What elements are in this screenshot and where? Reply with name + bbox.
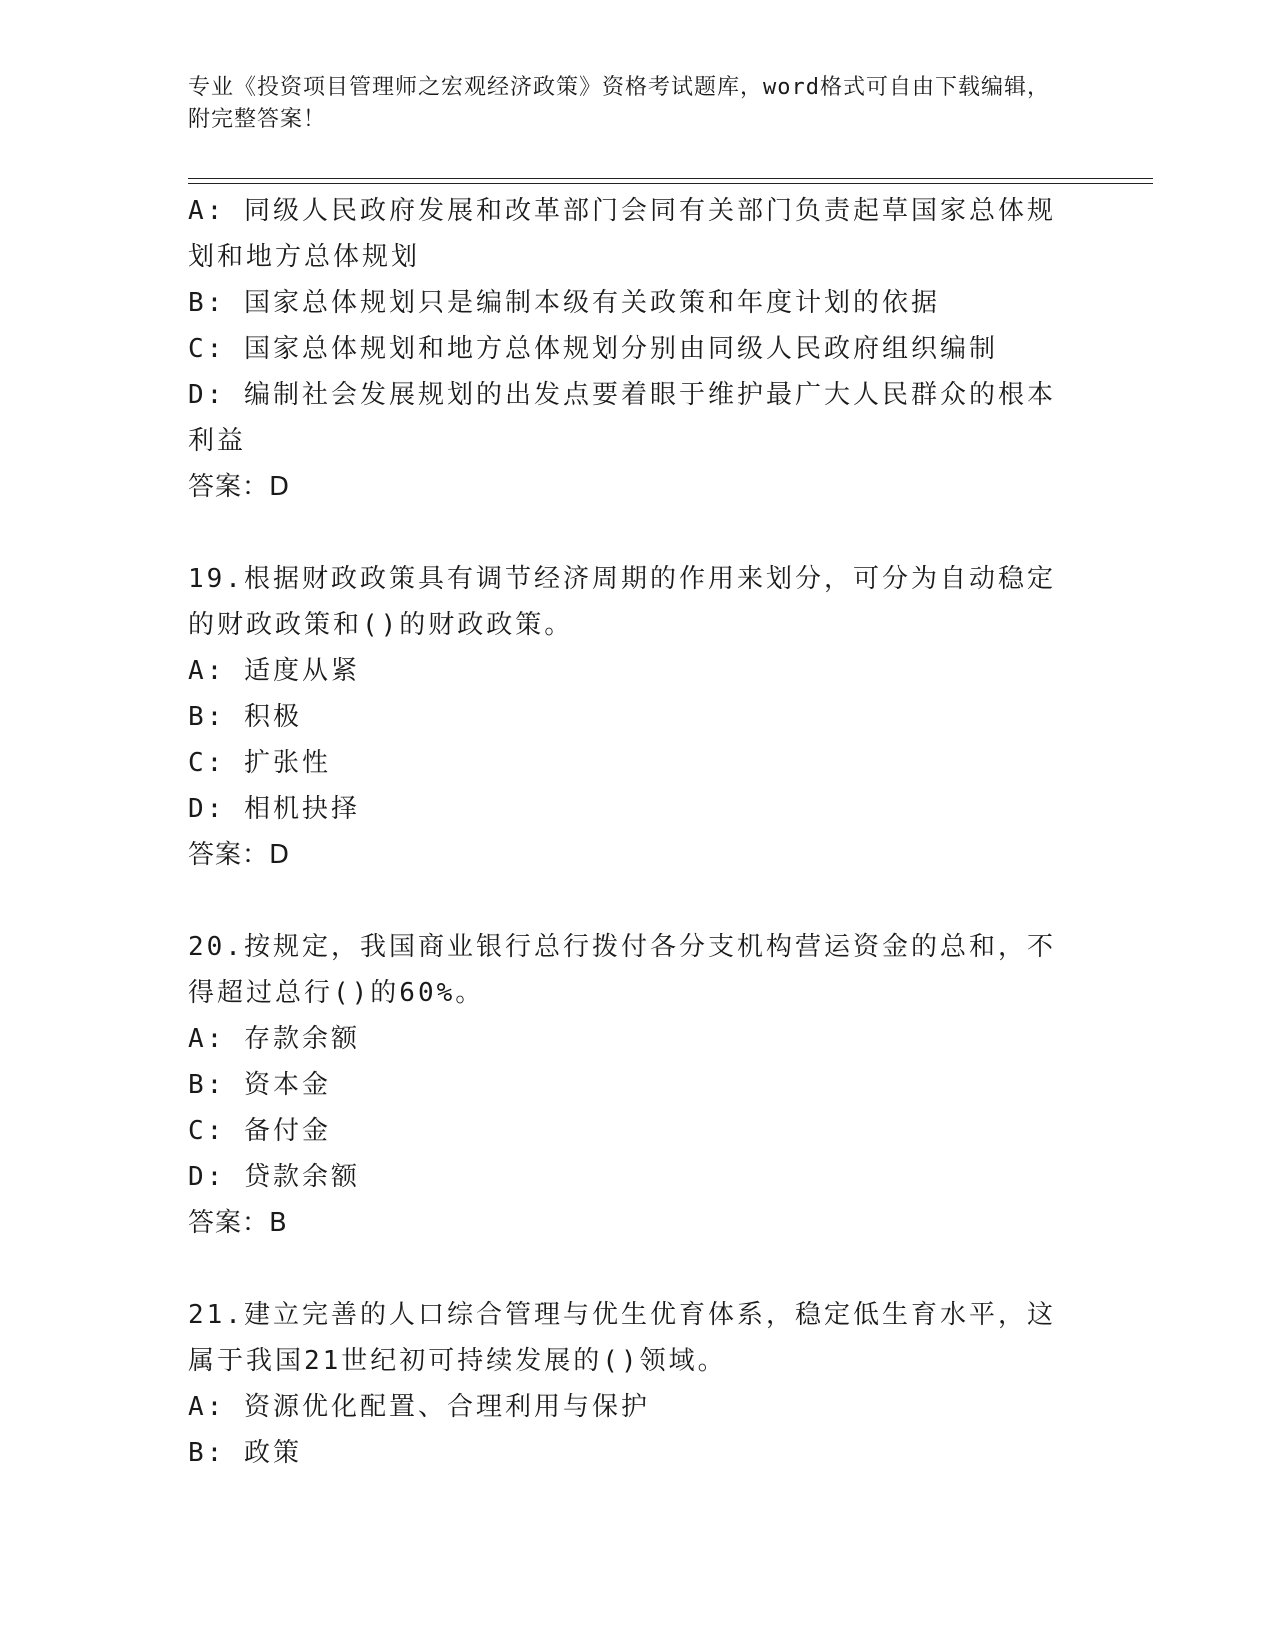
- header-rule-top: [188, 178, 1153, 179]
- option-d: D: 相机抉择: [188, 794, 360, 824]
- option-c: C: 国家总体规划和地方总体规划分别由同级人民政府组织编制: [188, 334, 998, 364]
- option-a: A: 存款余额: [188, 1024, 360, 1054]
- question-19: [188, 556, 1068, 878]
- question-text: 21.建立完善的人口综合管理与优生优育体系，稳定低生育水平，这属于我国21世纪初可持续发展的()领域。: [188, 1300, 1056, 1376]
- spacer: [188, 878, 1068, 924]
- answer: 答案：D: [188, 840, 291, 870]
- option-b: B: 资本金: [188, 1070, 331, 1100]
- question-21: [188, 1292, 1068, 1476]
- question-18: [188, 188, 1068, 510]
- question-20: [188, 924, 1068, 1246]
- option-b: B: 国家总体规划只是编制本级有关政策和年度计划的依据: [188, 288, 940, 318]
- option-b: B: 政策: [188, 1438, 302, 1468]
- question-content: [188, 188, 1068, 1476]
- option-c: C: 备付金: [188, 1116, 331, 1146]
- option-d: D: 编制社会发展规划的出发点要着眼于维护最广大人民群众的根本利益: [188, 380, 1056, 456]
- option-c: C: 扩张性: [188, 748, 331, 778]
- option-a: A: 适度从紧: [188, 656, 360, 686]
- option-d: D: 贷款余额: [188, 1162, 360, 1192]
- question-text: 19.根据财政政策具有调节经济周期的作用来划分，可分为自动稳定的财政政策和()的财政政策。: [188, 564, 1056, 640]
- spacer: [188, 510, 1068, 556]
- option-b: B: 积极: [188, 702, 302, 732]
- header-rule-bottom: [188, 183, 1153, 184]
- document-header: 专业《投资项目管理师之宏观经济政策》资格考试题库，word格式可自由下载编辑，附完整答案！: [188, 75, 1050, 132]
- spacer: [188, 1246, 1068, 1292]
- option-a: A: 资源优化配置、合理利用与保护: [188, 1392, 650, 1422]
- option-a: A: 同级人民政府发展和改革部门会同有关部门负责起草国家总体规划和地方总体规划: [188, 196, 1056, 272]
- answer: 答案：D: [188, 472, 291, 502]
- answer: 答案：B: [188, 1208, 288, 1238]
- question-text: 20.按规定，我国商业银行总行拨付各分支机构营运资金的总和，不得超过总行()的60%。: [188, 932, 1056, 1008]
